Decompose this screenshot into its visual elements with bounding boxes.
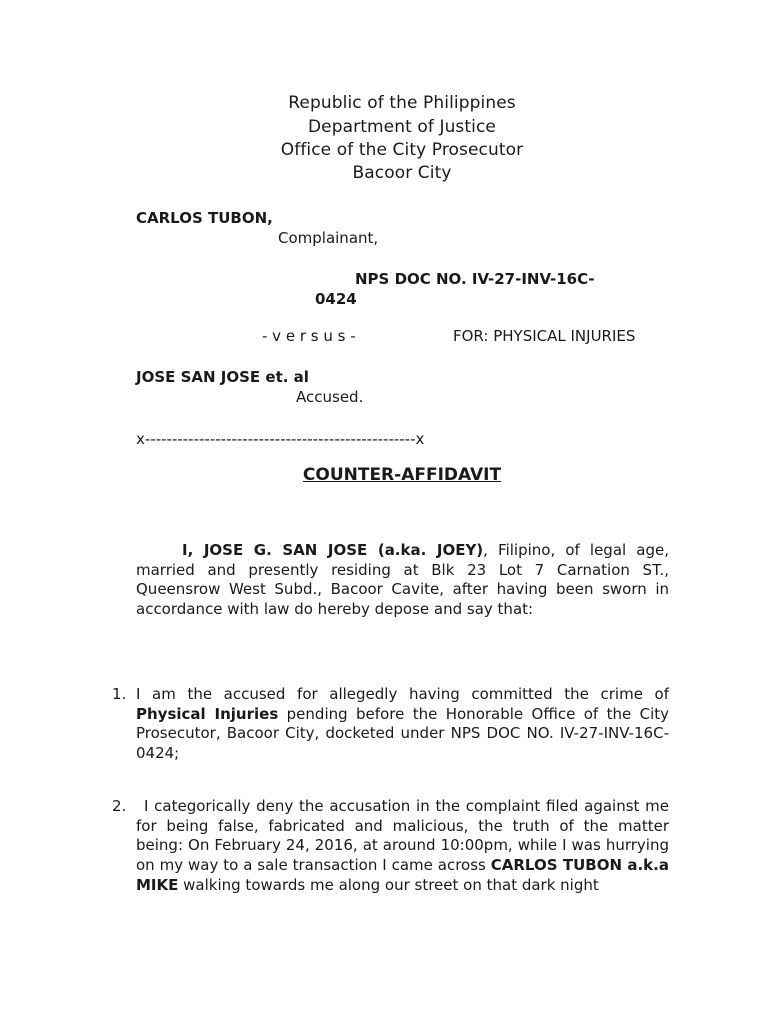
item-number: 2. <box>112 797 127 815</box>
case-number-line2: 0424 <box>315 290 357 308</box>
case-number-line1: NPS DOC NO. IV-27-INV-16C- <box>355 270 595 288</box>
complainant-name: CARLOS TUBON, <box>136 209 273 227</box>
charge-label: FOR: PHYSICAL INJURIES <box>453 327 636 345</box>
header-department: Department of Justice <box>307 117 496 137</box>
complainant-role: Complainant, <box>278 229 379 247</box>
header-city: Bacoor City <box>352 163 452 183</box>
list-item <box>136 797 669 896</box>
item-text: I am the accused for allegedly having committed the crime of <box>136 685 669 703</box>
accused-name: JOSE SAN JOSE et. al <box>136 368 309 386</box>
item-text: walking towards me along our street on that dark night <box>178 875 599 894</box>
header-office: Office of the City Prosecutor <box>280 140 524 160</box>
item-text: I categorically deny the accusation in the complaint filed against me for being false, fabricated and malicious, the truth of the matter being: On February 24, 2016, at around 10:00pm, while I was hurrying on my way to a sale transaction I came across <box>136 797 669 875</box>
affiant-name: I, JOSE G. SAN JOSE (a.ka. JOEY) <box>182 541 484 559</box>
intro-paragraph <box>136 541 669 620</box>
item-text: pending before the Honorable Office of the City Prosecutor, Bacoor City, docketed under NPS DOC NO. IV-27-INV-16C-0424; <box>136 704 670 763</box>
accused-role: Accused. <box>296 388 364 406</box>
caption-divider: x--------------------------------------------------x <box>136 430 425 448</box>
item-bold-text: CARLOS TUBON a.k.a MIKE <box>136 856 669 894</box>
item-number: 1. <box>112 685 127 703</box>
versus-label: - v e r s u s - <box>262 327 356 345</box>
header-republic: Republic of the Philippines <box>288 93 516 113</box>
document-title: COUNTER-AFFIDAVIT <box>302 465 502 485</box>
intro-text: , Filipino, of legal age, married and presently residing at Blk 23 Lot 7 Carnation ST., Queensrow West Subd., Bacoor Cavite, after having been sworn in accordance with law do hereby depose and say that: <box>136 541 669 619</box>
list-item <box>136 685 669 764</box>
item-bold-text: Physical Injuries <box>136 704 279 723</box>
